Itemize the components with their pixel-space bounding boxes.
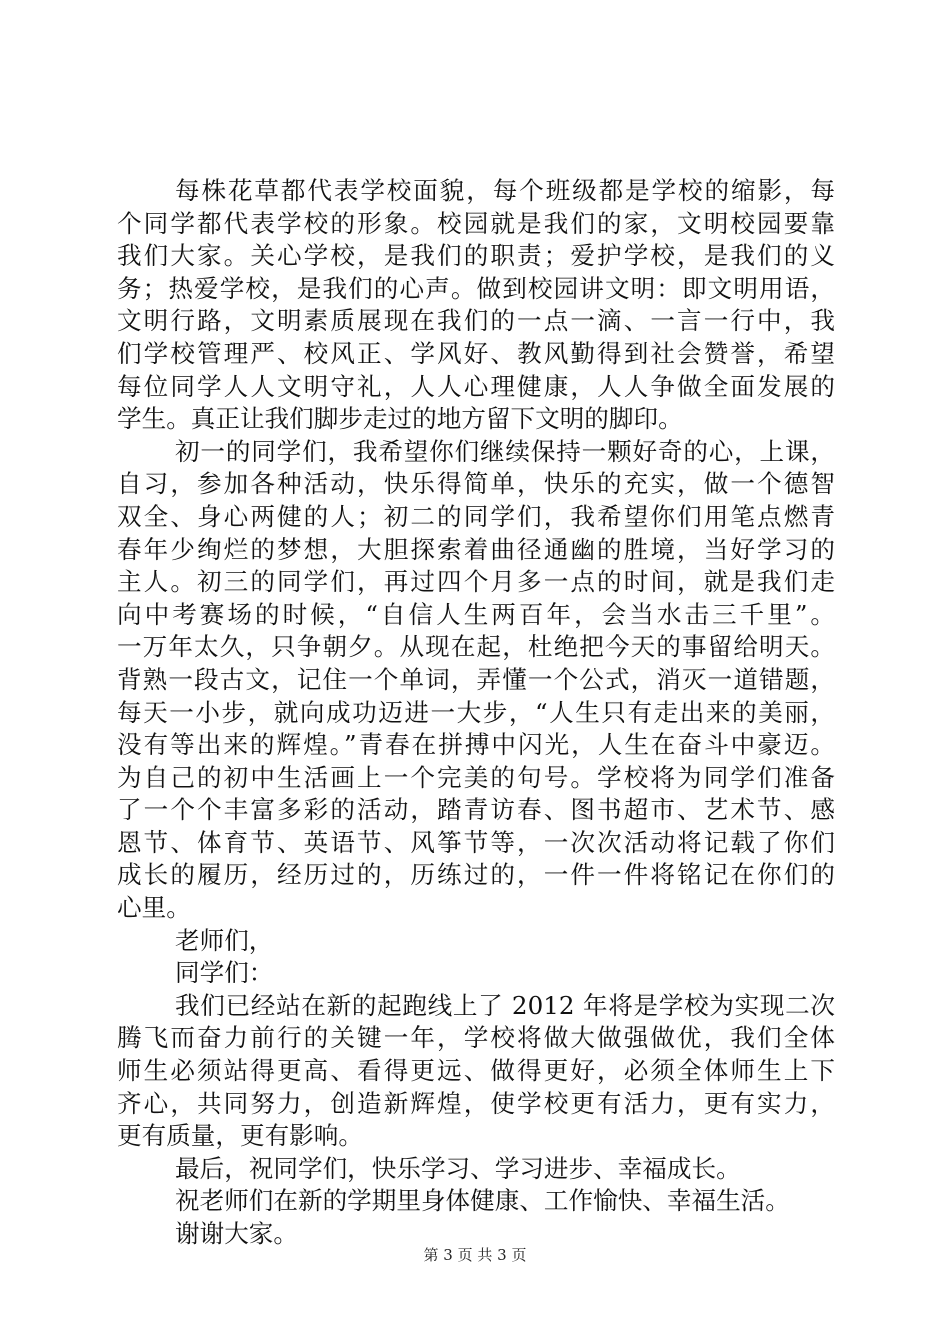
- text-line: 师生必须站得更高、看得更远、做得更好，必须全体师生上下: [117, 1056, 835, 1086]
- text-line: 祝老师们在新的学期里身体健康、工作愉快、幸福生活。: [175, 1186, 790, 1216]
- text-line: 谢谢大家。: [175, 1219, 298, 1248]
- text-line: 了一个个丰富多彩的活动，踏青访春、图书超市、艺术节、感: [117, 795, 835, 825]
- text-line: 腾飞而奋力前行的关键一年，学校将做大做强做优，我们全体: [117, 1023, 835, 1053]
- text-line: 春年少绚烂的梦想，大胆探索着曲径通幽的胜境，当好学习的: [117, 534, 835, 564]
- text-line: 没有等出来的辉煌。”青春在拼搏中闪光，人生在奋斗中豪迈。: [117, 730, 835, 760]
- text-line: 向中考赛场的时候，“自信人生两百年，会当水击三千里”。: [117, 599, 835, 629]
- text-line: 最后，祝同学们，快乐学习、学习进步、幸福成长。: [175, 1153, 741, 1183]
- text-line: 我们大家。关心学校，是我们的职责；爱护学校，是我们的义: [117, 241, 835, 271]
- text-line: 齐心，共同努力，创造新辉煌，使学校更有活力，更有实力，: [117, 1088, 835, 1118]
- text-line: 个同学都代表学校的形象。校园就是我们的家，文明校园要靠: [117, 208, 835, 238]
- text-line: 一万年太久，只争朝夕。从现在起，杜绝把今天的事留给明天。: [117, 632, 835, 662]
- text-line: 老师们，: [175, 925, 274, 955]
- text-line: 自习，参加各种活动，快乐得简单，快乐的充实，做一个德智: [117, 469, 835, 499]
- text-line: 文明行路，文明素质展现在我们的一点一滴、一言一行中，我: [117, 306, 835, 336]
- text-line: 每株花草都代表学校面貌，每个班级都是学校的缩影，每: [175, 176, 835, 205]
- text-line: 为自己的初中生活画上一个完美的句号。学校将为同学们准备: [117, 762, 835, 792]
- text-line: 们学校管理严、校风正、学风好、教风勤得到社会赞誉，希望: [117, 338, 835, 368]
- text-line: 同学们：: [175, 958, 274, 988]
- text-line: 恩节、体育节、英语节、风筝节等，一次次活动将记载了你们: [117, 827, 835, 857]
- body-text: [117, 175, 835, 1251]
- text-line: 每天一小步，就向成功迈进一大步，“人生只有走出来的美丽，: [117, 697, 835, 727]
- text-line: 每位同学人人文明守礼，人人心理健康，人人争做全面发展的: [117, 371, 835, 401]
- page-footer: 第 3 页 共 3 页: [423, 1246, 527, 1264]
- text-line: 心里。: [117, 893, 191, 923]
- text-line: 主人。初三的同学们，再过四个月多一点的时间，就是我们走: [117, 567, 835, 597]
- text-line: 初一的同学们，我希望你们继续保持一颗好奇的心，上课，: [175, 436, 835, 466]
- text-line: 学生。真正让我们脚步走过的地方留下文明的脚印。: [117, 404, 683, 434]
- text-line: 双全、身心两健的人；初二的同学们，我希望你们用笔点燃青: [117, 501, 835, 531]
- text-line: 务；热爱学校，是我们的心声。做到校园讲文明：即文明用语，: [117, 273, 835, 303]
- text-line: 背熟一段古文，记住一个单词，弄懂一个公式，消灭一道错题，: [117, 664, 835, 694]
- text-line: 更有质量，更有影响。: [117, 1121, 363, 1151]
- text-line: 成长的履历，经历过的，历练过的，一件一件将铭记在你们的: [117, 860, 835, 890]
- text-line: 我们已经站在新的起跑线上了 2012 年将是学校为实现二次: [175, 990, 835, 1020]
